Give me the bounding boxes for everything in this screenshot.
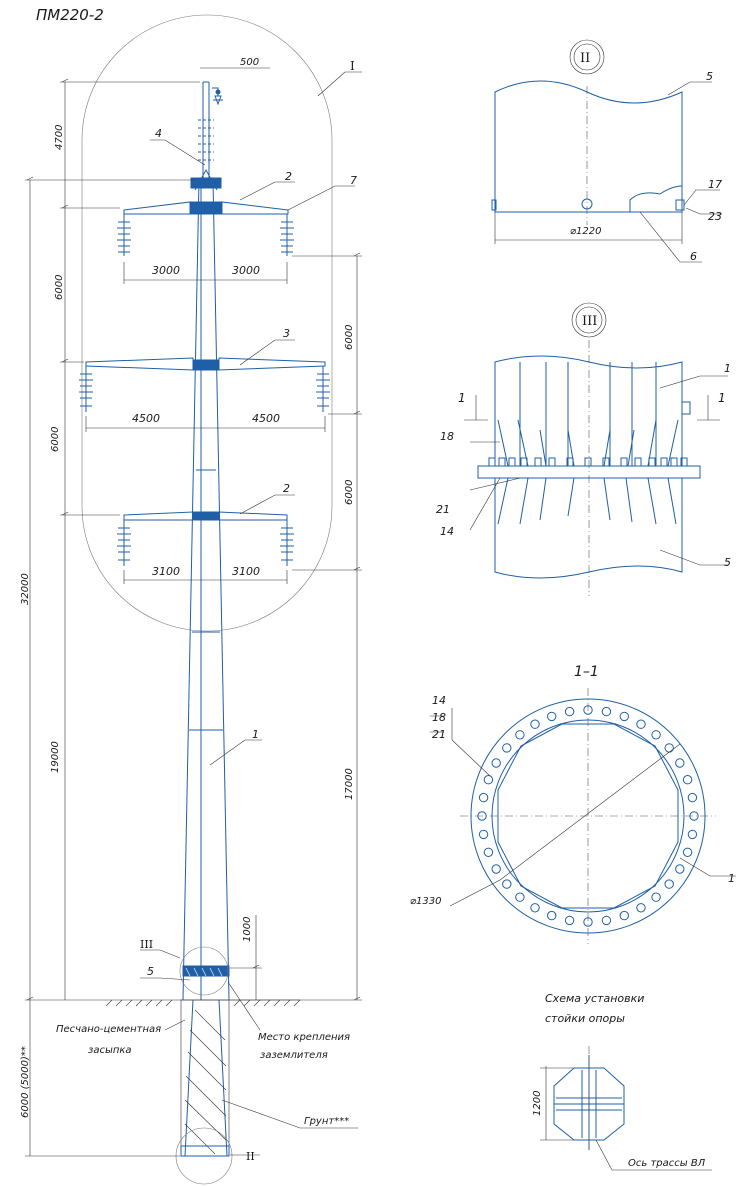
bolt-hole: [492, 865, 500, 873]
view-II-callout-17: 17: [708, 178, 722, 191]
bolt-hole: [620, 911, 628, 919]
bolt-hole: [484, 776, 492, 784]
detail-III-label: III: [140, 938, 154, 951]
dim-lower-arm-right: 3100: [232, 565, 260, 578]
dim-ground-mark: 1000: [242, 916, 253, 942]
section-1-1-callout-18: 18: [432, 711, 446, 724]
note-backfill-line1: Песчано-цементная: [56, 1024, 162, 1035]
insulator-string-upper-left: [117, 214, 131, 256]
bolt-hole: [637, 904, 645, 912]
section-1-1-callout-1: 1: [728, 872, 735, 885]
right-dimension-chain: [230, 253, 362, 1000]
insulator-string-middle-right: [316, 366, 330, 412]
view-II-label: II: [580, 51, 591, 66]
callout-1: 1: [252, 728, 259, 741]
bolt-hole: [503, 880, 511, 888]
view-III-callout-14: 14: [440, 525, 454, 538]
section-1-1-callout-21: 21: [432, 728, 446, 741]
bolt-hole: [565, 916, 573, 924]
insulator-string-upper-right: [280, 214, 294, 256]
dim-upper-arm-left: 3000: [152, 264, 180, 277]
bolt-hole: [688, 793, 696, 801]
section-1-1-label: 1–1: [574, 664, 599, 680]
section-1-1: [430, 688, 736, 944]
bolt-hole: [479, 793, 487, 801]
bolt-hole: [652, 731, 660, 739]
dim-buried: 6000 (5000)**: [20, 1046, 31, 1118]
view-III: [464, 303, 728, 596]
bolt-hole: [637, 720, 645, 728]
insulator-string-middle-left: [79, 366, 93, 412]
dim-total: 32000: [20, 573, 31, 605]
bolt-hole: [531, 904, 539, 912]
dim-middle-arm-right: 4500: [252, 412, 280, 425]
callout-2-lower: 2: [283, 482, 290, 495]
section-1-1-callout-14: 14: [432, 694, 446, 707]
detail-I-label: I: [350, 59, 355, 73]
bolt-hole: [676, 759, 684, 767]
bolt-hole: [665, 744, 673, 752]
bolt-hole: [548, 712, 556, 720]
note-ground-attach-line2: заземлителя: [260, 1050, 328, 1061]
view-III-callout-5: 5: [724, 556, 731, 569]
arm-dimensions: [86, 68, 325, 584]
install-scheme-title-line2: стойки опоры: [545, 1012, 625, 1025]
view-II-diameter: ⌀1220: [570, 226, 602, 237]
view-III-section-mark-left: 1: [458, 391, 466, 405]
note-backfill-line2: засыпка: [88, 1045, 132, 1056]
bolt-hole: [620, 712, 628, 720]
callout-3: 3: [283, 327, 290, 340]
detail-I-outline: [82, 15, 332, 631]
bolt-hole: [565, 707, 573, 715]
callout-2-upper: 2: [285, 170, 292, 183]
insulator-string-lower-left: [117, 520, 131, 566]
upper-crossarm: [124, 170, 288, 214]
install-scheme: [540, 1046, 712, 1170]
callout-5: 5: [147, 965, 154, 978]
drawing-title: ПМ220-2: [36, 6, 104, 24]
install-scheme-title-line1: Схема установки: [545, 992, 645, 1005]
ground-line: [106, 1000, 300, 1006]
dim-middle-arm-left: 4500: [132, 412, 160, 425]
note-soil: Грунт***: [304, 1116, 350, 1127]
callout-7: 7: [350, 174, 357, 187]
bolt-hole: [602, 916, 610, 924]
install-scheme-dimension: 1200: [532, 1090, 543, 1116]
view-III-callout-1: 1: [724, 362, 731, 375]
dim-right-seg1: 6000: [344, 324, 355, 350]
bolt-hole: [548, 911, 556, 919]
bolt-hole: [531, 720, 539, 728]
view-III-section-mark-right: 1: [718, 391, 726, 405]
section-1-1-diameter: ⌀1330: [410, 896, 442, 907]
bolt-hole: [652, 893, 660, 901]
bolt-hole: [503, 744, 511, 752]
bolt-hole: [516, 731, 524, 739]
bolt-hole: [479, 830, 487, 838]
dim-top-height: 4700: [54, 124, 65, 150]
detail-II-label: II: [246, 1150, 255, 1163]
bolt-hole: [602, 707, 610, 715]
bolt-hole: [676, 865, 684, 873]
bolt-hole: [665, 880, 673, 888]
install-scheme-axis-label: Ось трассы ВЛ: [628, 1158, 706, 1169]
view-II-callout-6: 6: [690, 250, 697, 263]
pole-shaft: [183, 82, 229, 1000]
pole-callout-lines: [140, 140, 358, 1155]
view-II: [492, 40, 722, 262]
dim-top-width: 500: [240, 57, 260, 68]
dim-right-lower: 17000: [344, 768, 355, 800]
bolt-hole: [492, 759, 500, 767]
bolt-hole: [484, 848, 492, 856]
bolt-hole: [683, 848, 691, 856]
dim-lower: 19000: [50, 741, 61, 773]
view-III-label: III: [582, 314, 598, 329]
insulator-string-lower-right: [280, 520, 294, 566]
dim-right-seg2: 6000: [344, 479, 355, 505]
dim-lower-arm-left: 3100: [152, 565, 180, 578]
bolt-hole: [516, 893, 524, 901]
bolt-hole: [688, 830, 696, 838]
dim-seg1: 6000: [54, 274, 65, 300]
note-ground-attach-line1: Место крепления: [258, 1032, 351, 1043]
view-II-callout-23: 23: [708, 210, 722, 223]
callout-4: 4: [155, 127, 162, 140]
view-III-callout-21: 21: [436, 503, 450, 516]
view-II-callout-5: 5: [706, 70, 713, 83]
dim-upper-arm-right: 3000: [232, 264, 260, 277]
bolt-hole: [683, 776, 691, 784]
dim-seg2: 6000: [50, 426, 61, 452]
left-dimension-chain: [25, 79, 200, 1156]
view-III-callout-18: 18: [440, 430, 454, 443]
